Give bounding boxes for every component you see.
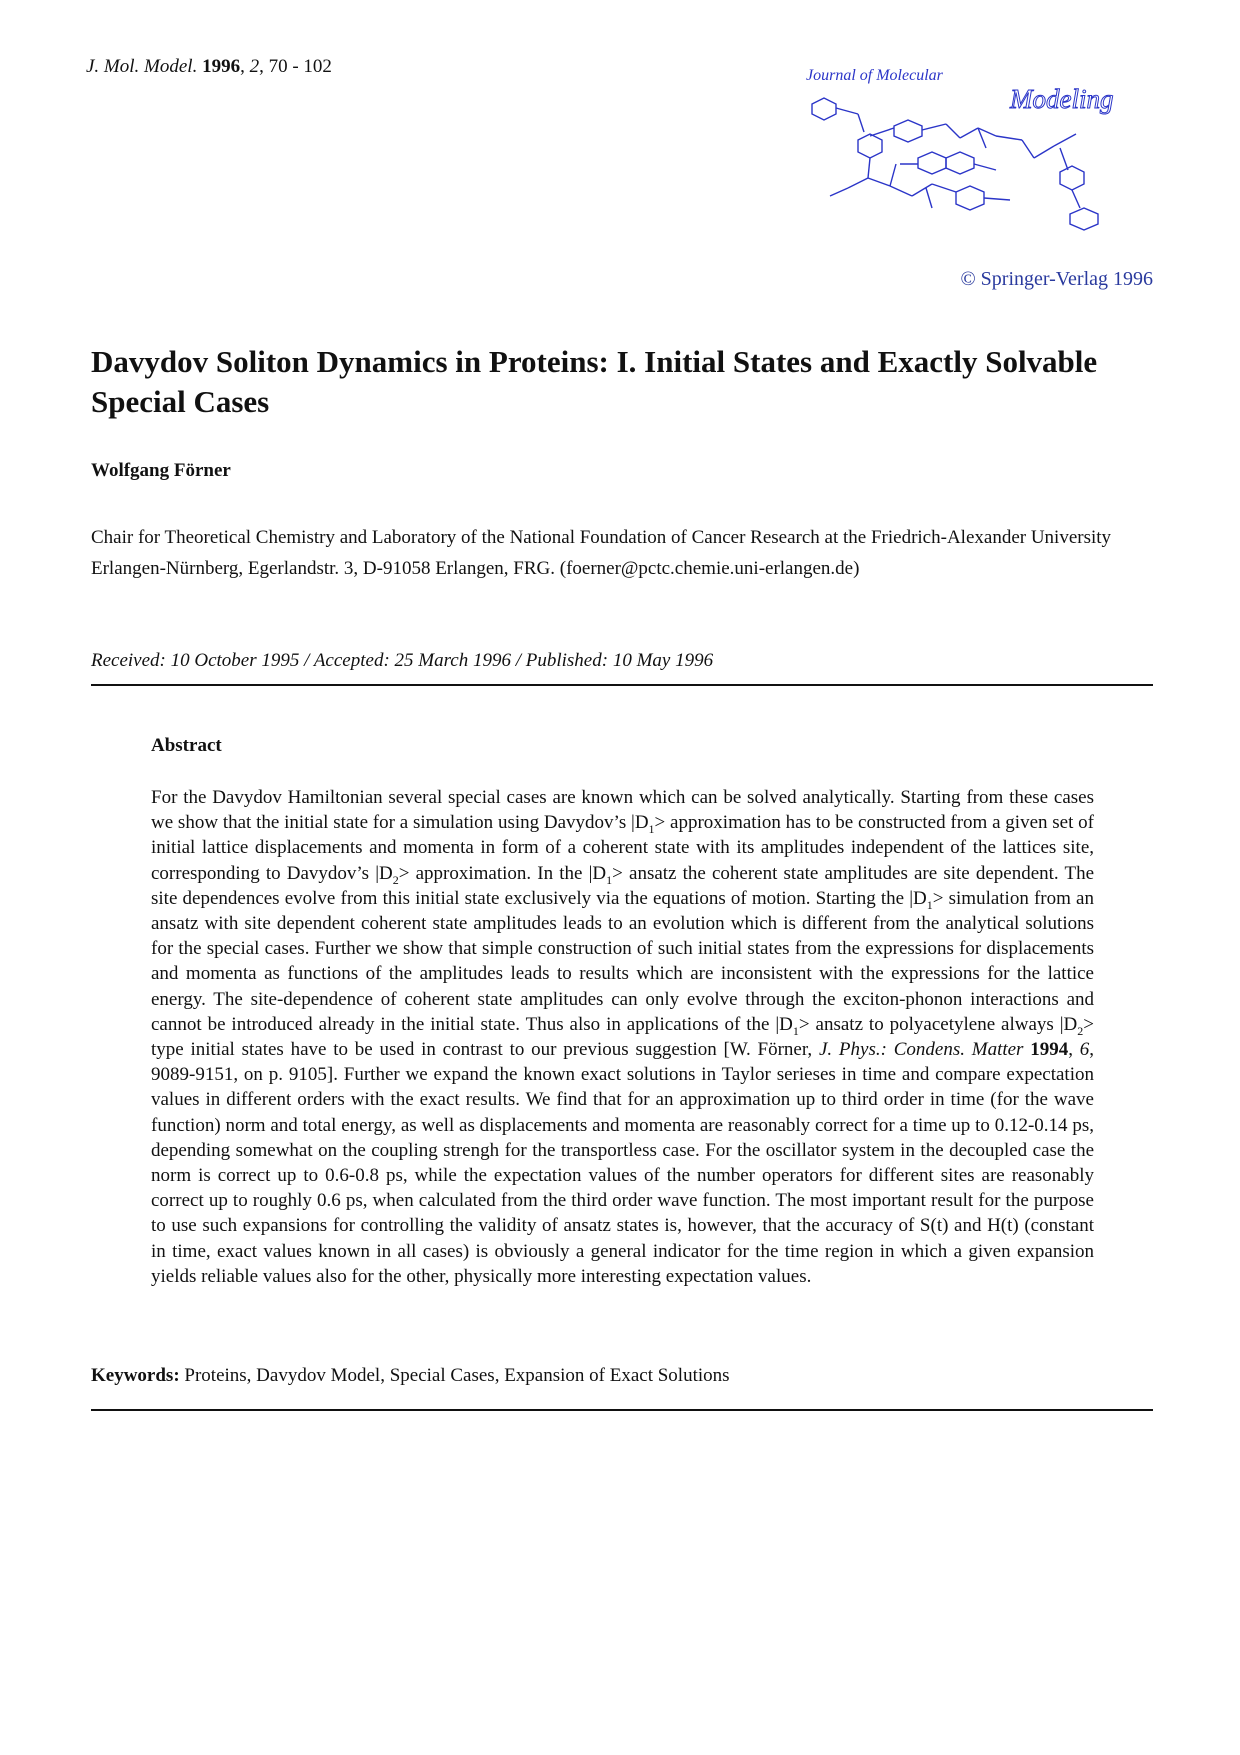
abstract-text: > type initial states have to be used in contrast to our previous suggestion [W. Förner, xyxy=(151,1013,1094,1061)
abstract-text: > approximation has to be constructed from a given set of initial lattice displacements and momenta in form of a coherent state with its amplitudes independent of the lattices site, corresponding to Davydov’s |D xyxy=(151,812,1095,884)
abstract-text: > ansatz to polyacetylene always |D xyxy=(798,1013,1078,1035)
subscript: 1 xyxy=(926,897,933,912)
reference-year: 1994 xyxy=(1030,1039,1069,1061)
reference-volume: 6 xyxy=(1079,1039,1090,1061)
reference-journal: J. Phys.: Condens. Matter xyxy=(818,1039,1024,1061)
footer-divider xyxy=(91,1409,1153,1411)
citation-pages: , 70 - 102 xyxy=(259,56,332,77)
header-divider xyxy=(91,684,1153,686)
keywords-label: Keywords: xyxy=(91,1365,180,1386)
abstract-text: > ansatz the coherent state amplitudes are site dependent. The site dependences evolve from this initial state exclusively via the equations of motion. Starting the |D xyxy=(151,862,1095,909)
citation-volume: 2 xyxy=(249,56,260,77)
keywords-text: Proteins, Davydov Model, Special Cases, Expansion of Exact Solutions xyxy=(179,1365,730,1386)
keywords xyxy=(91,1365,730,1387)
copyright: © Springer-Verlag 1996 xyxy=(960,268,1153,290)
abstract-text: > simulation from an ansatz with site dependent coherent state amplitudes leads to an evolution which is different from the analytical solutions for the special cases. Further we show that simple construction of such initial states from the expressions for displacements and momenta as functions of the amplitudes leads to results which are inconsistent with the expressions for the lattice energy. The site-dependence of coherent state amplitudes can only evolve through the exciton-phonon interactions and cannot be introduced already in the initial state. Thus also in applications of the |D xyxy=(151,887,1094,1035)
affiliation: Chair for Theoretical Chemistry and Laboratory of the National Foundation of Cancer Research at the Friedrich-Alexander University Erlangen-Nürnberg, Egerlandstr. 3, D-91058 Erlangen, FRG. (foerner@pctc.chemie.uni-erlangen.de) xyxy=(91,527,1112,579)
subscript: 1 xyxy=(792,1023,799,1038)
subscript: 2 xyxy=(392,872,399,887)
citation-line: J. Mol. Model. 1996, 2, 70 - 102 xyxy=(86,56,332,77)
subscript: 1 xyxy=(648,822,655,836)
subscript: 1 xyxy=(606,872,613,887)
article-title: Davydov Soliton Dynamics in Proteins: I. Initial States and Exactly Solvable Special Cases xyxy=(91,344,1098,419)
abstract-text: For the Davydov Hamiltonian several special cases are known which can be solved analytically. Starting from these cases we show that the initial state for a simulation using Davydov’s |D xyxy=(151,787,1094,834)
author: Wolfgang Förner xyxy=(91,460,231,481)
citation-year: 1996 xyxy=(202,56,241,77)
abstract-text: , xyxy=(1068,1039,1080,1061)
journal-logo xyxy=(800,58,1160,248)
logo-modeling-text: Modeling xyxy=(1010,84,1114,114)
molecule-drawing xyxy=(812,98,1098,230)
publication-dates: Received: 10 October 1995 / Accepted: 25 March 1996 / Published: 10 May 1996 xyxy=(91,650,714,671)
abstract-body xyxy=(151,785,1094,1289)
citation-journal: J. Mol. Model. xyxy=(86,56,198,77)
abstract-heading: Abstract xyxy=(151,735,222,756)
logo-journal-text: Journal of Molecular xyxy=(806,67,943,84)
abstract-text: > approximation. In the |D xyxy=(398,862,607,884)
subscript: 2 xyxy=(1077,1023,1084,1038)
abstract-text: , 9089-9151, on p. 9105]. Further we expand the known exact solutions in Taylor serieses in time and compare expectation values in different orders with the exact results. We find that for an approximation up to third order in time (for the wave function) norm and total energy, as well as displacements and momenta are reasonably correct for a time up to 0.12-0.14 ps, depending somewhat on the coupling strengh for the transportless case. For the oscillator system in the decoupled case the norm is correct up to 0.6-0.8 ps, while the expectation values of the number operators for different sites are reasonably correct up to roughly 0.6 ps, when calculated from the third order wave function. The most important result for the purpose to use such expansions for controlling the validity of ansatz states is, however, that the accuracy of S(t) and H(t) (constant in time, exact values known in all cases) is obviously a general indicator for the time region in which a given expansion yields reliable values also for the other, physically more interesting expectation values. xyxy=(151,1039,1095,1287)
